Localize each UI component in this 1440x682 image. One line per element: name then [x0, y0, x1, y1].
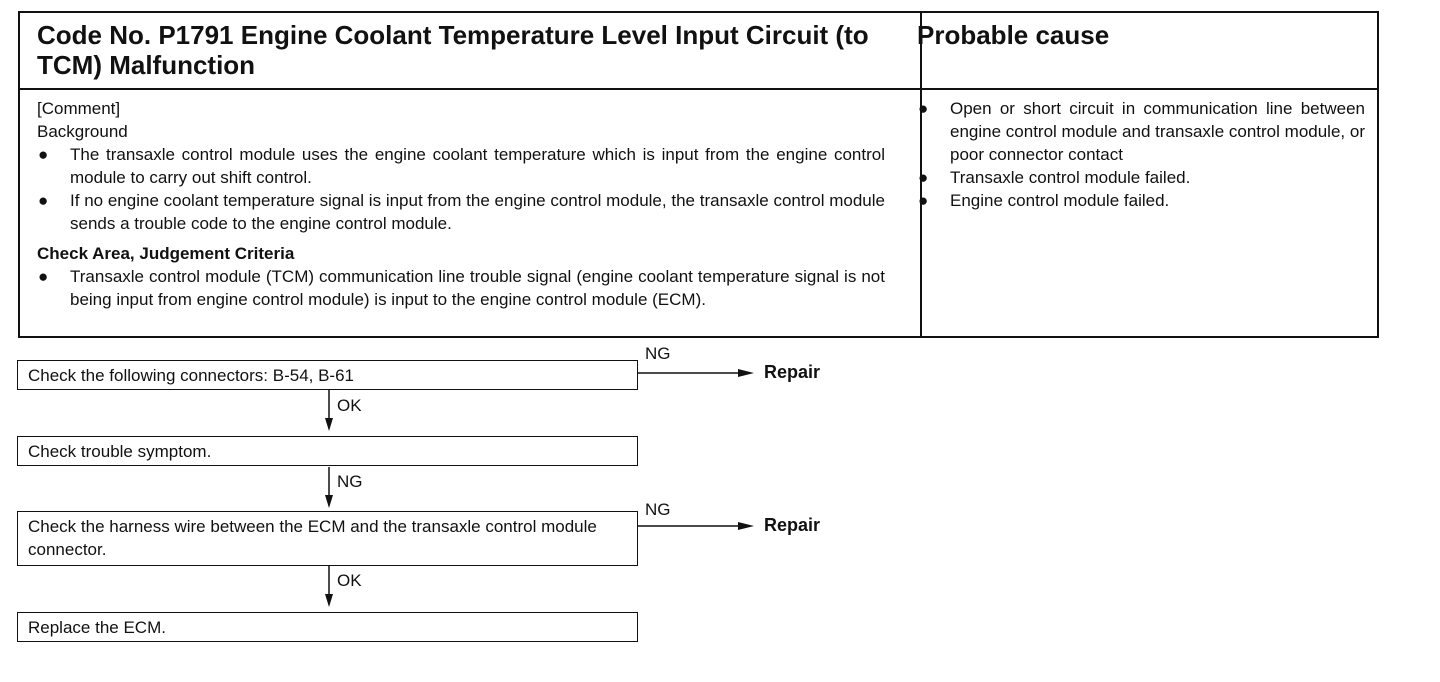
flow-step-check-connectors: [17, 360, 638, 390]
background-item: [37, 189, 885, 235]
check-area-item-text: Transaxle control module (TCM) communication line trouble signal (engine coolant temperature signal is not being input from engine control module) is input to the engine control module (ECM).: [70, 267, 885, 309]
check-area-label: Check Area, Judgement Criteria: [37, 244, 295, 263]
probable-cause-title: Probable cause: [917, 20, 1110, 50]
table-row-divider: [20, 88, 1377, 90]
repair-label: Repair: [764, 515, 821, 535]
ng-arrow-icon: [638, 364, 758, 382]
bullet-icon: ●: [38, 267, 49, 286]
ng-arrow-icon: [638, 517, 758, 535]
probable-cause-text: Engine control module failed.: [950, 191, 1170, 210]
probable-cause-text: Open or short circuit in communication line between engine control module and transaxle control module, or poor connector contact: [950, 99, 1365, 164]
flow-step-text: Check the harness wire between the ECM and the transaxle control module connector.: [28, 517, 597, 559]
ng-label: NG: [337, 472, 363, 491]
probable-cause-item: [917, 189, 1365, 212]
diagnostic-table: [18, 11, 1379, 338]
flow-step-text: Check trouble symptom.: [28, 442, 212, 461]
ng-label: NG: [645, 344, 671, 363]
flow-step-text: Replace the ECM.: [28, 618, 166, 637]
background-item-text: If no engine coolant temperature signal is input from the engine control module, the transaxle control module sends a trouble code to the engine control module.: [70, 191, 885, 233]
comment-label: [Comment]: [37, 99, 121, 118]
flow-step-check-symptom: [17, 436, 638, 466]
down-arrow-icon: [322, 390, 336, 432]
flow-step-text: Check the following connectors: B-54, B-61: [28, 366, 355, 385]
background-item-text: The transaxle control module uses the engine coolant temperature which is input from the engine control module to carry out shift control.: [70, 145, 885, 187]
probable-cause-item: [917, 166, 1365, 189]
bullet-icon: ●: [38, 191, 49, 210]
comment-section: [37, 97, 885, 311]
background-label: Background: [37, 122, 128, 141]
down-arrow-icon: [322, 467, 336, 509]
background-item: [37, 143, 885, 189]
ng-label: NG: [645, 500, 671, 519]
repair-label: Repair: [764, 362, 821, 382]
bullet-icon: ●: [918, 191, 929, 210]
down-arrow-icon: [322, 566, 336, 608]
ok-label: OK: [337, 571, 362, 590]
ok-label: OK: [337, 396, 362, 415]
code-title: Code No. P1791 Engine Coolant Temperature Level Input Circuit (to TCM) Malfunction: [37, 20, 869, 80]
check-area-item: [37, 265, 885, 311]
bullet-icon: ●: [38, 145, 49, 164]
probable-cause-list: [917, 97, 1365, 212]
bullet-icon: ●: [918, 99, 929, 118]
probable-cause-text: Transaxle control module failed.: [950, 168, 1191, 187]
bullet-icon: ●: [918, 168, 929, 187]
flow-step-replace-ecm: [17, 612, 638, 642]
probable-cause-item: [917, 97, 1365, 166]
flow-step-check-harness: [17, 511, 638, 566]
